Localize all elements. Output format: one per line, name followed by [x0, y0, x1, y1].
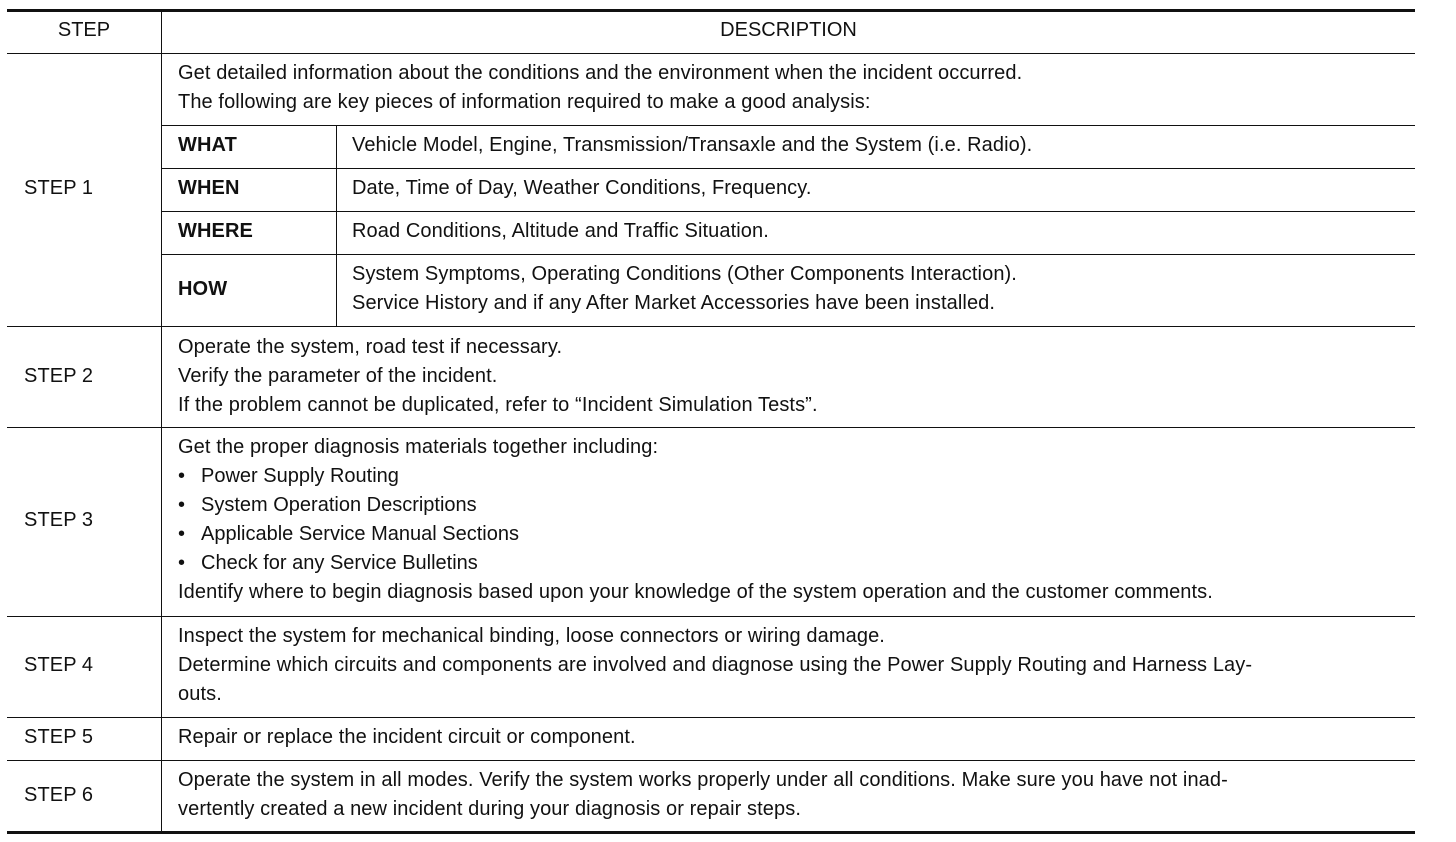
step-label: STEP 3 [24, 509, 94, 531]
step3-intro: Get the proper diagnosis materials together including: [178, 436, 659, 458]
info-value-when: Date, Time of Day, Weather Conditions, Frequency. [352, 177, 812, 199]
list-item-text: System Operation Descriptions [201, 494, 477, 516]
step2-description-line: Verify the parameter of the incident. [178, 365, 498, 387]
bullet-icon: • [178, 494, 186, 516]
list-item-text: Check for any Service Bulletins [201, 552, 478, 574]
step4-description-line: Determine which circuits and components are involved and diagnose using the Power Supply Routing and Harness Lay- [178, 654, 1253, 676]
step4-description-line: Inspect the system for mechanical binding, loose connectors or wiring damage. [178, 625, 885, 647]
step6-description-line: Operate the system in all modes. Verify the system works properly under all conditions. Make sure you have not inad- [178, 769, 1228, 791]
info-key-what: WHAT [178, 134, 237, 156]
bullet-icon: • [178, 523, 186, 545]
step1-description-line: The following are key pieces of information required to make a good analysis: [178, 91, 871, 113]
info-key-where: WHERE [178, 220, 253, 242]
info-value-how: Service History and if any After Market Accessories have been installed. [352, 292, 996, 314]
table-bottom-border [7, 831, 1415, 834]
list-item [178, 462, 399, 491]
header-description: DESCRIPTION [720, 19, 857, 41]
step-label: STEP 4 [24, 654, 94, 676]
table-top-border [7, 9, 1415, 12]
step-label: STEP 2 [24, 365, 94, 387]
step-label: STEP 6 [24, 784, 94, 806]
column-divider [161, 11, 162, 832]
step1-description-line: Get detailed information about the conditions and the environment when the incident occurred. [178, 62, 1023, 84]
row-divider [7, 717, 1415, 718]
list-item [178, 549, 478, 578]
step3-outro: Identify where to begin diagnosis based upon your knowledge of the system operation and the customer comments. [178, 581, 1213, 603]
header-step: STEP [57, 19, 111, 41]
row-divider [7, 326, 1415, 327]
list-item [178, 520, 519, 549]
subtable-divider [162, 125, 1415, 126]
step2-description-line: Operate the system, road test if necessary. [178, 336, 563, 358]
row-divider [7, 427, 1415, 428]
step2-description-line: If the problem cannot be duplicated, refer to “Incident Simulation Tests”. [178, 394, 818, 416]
info-value-how: System Symptoms, Operating Conditions (Other Components Interaction). [352, 263, 1017, 285]
header-divider [7, 53, 1415, 54]
list-item-text: Applicable Service Manual Sections [201, 523, 519, 545]
row-divider [7, 616, 1415, 617]
step6-description-line: vertently created a new incident during your diagnosis or repair steps. [178, 798, 801, 820]
subtable-divider [162, 211, 1415, 212]
step5-description-line: Repair or replace the incident circuit or component. [178, 726, 636, 748]
step-label: STEP 5 [24, 726, 94, 748]
list-item [178, 491, 477, 520]
info-key-how: HOW [178, 278, 228, 300]
bullet-icon: • [178, 465, 186, 487]
subtable-divider [162, 168, 1415, 169]
info-key-when: WHEN [178, 177, 240, 199]
row-divider [7, 760, 1415, 761]
subtable-divider [162, 254, 1415, 255]
info-value-where: Road Conditions, Altitude and Traffic Situation. [352, 220, 769, 242]
step-label: STEP 1 [24, 177, 94, 199]
info-value-what: Vehicle Model, Engine, Transmission/Transaxle and the System (i.e. Radio). [352, 134, 1033, 156]
step4-description-line: outs. [178, 683, 222, 705]
subtable-column-divider [336, 125, 337, 326]
list-item-text: Power Supply Routing [201, 465, 399, 487]
bullet-icon: • [178, 552, 186, 574]
